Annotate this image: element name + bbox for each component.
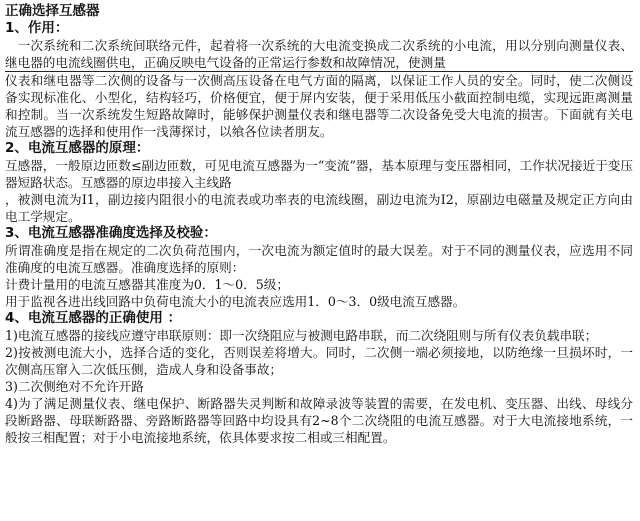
document-body	[5, 3, 633, 446]
paragraph: ，被测电流为I1，副边接内阻很小的电流表或功率表的电流线圈，副边电流为I2，原副边电磁量及规定正方向由电工学规定。	[5, 192, 633, 224]
paragraph: 1)电流互感器的接线应遵守串联原则：即一次绕阻应与被测电路串联，而二次绕阻则与所有仪表负载串联；	[5, 328, 598, 343]
paragraph: 计费计量用的电流互感器其准度为0．1～0．5级；	[5, 277, 289, 292]
paragraph: 一次系统和二次系统间联络元件，起着将一次系统的大电流变换成二次系统的小电流，用以分别向测量仪表、继电器的电流线圈供电，正确反映电气设备的正常运行参数和故障情况，使测量	[5, 38, 633, 70]
paragraph: 2)按被测电流大小，选择合适的变化，否则误差将增大。同时，二次侧一端必须接地，以防绝缘一旦损坏时，一次侧高压窜入二次低压侧，造成人身和设备事故；	[5, 345, 633, 377]
section-heading: 3、电流互感器准确度选择及校验：	[5, 225, 217, 241]
paragraph: 3)二次侧绝对不允许开路	[5, 379, 144, 394]
section-heading: 2、电流互感器的原理：	[5, 140, 150, 156]
section-heading: 4、电流互感器的正确使用 ：	[5, 310, 182, 326]
paragraph: 所谓准确度是指在规定的二次负荷范围内，一次电流为额定值时的最大误差。对于不同的测量仪表，应选用不同准确度的电流互感器。准确度选择的原则：	[5, 243, 633, 275]
paragraph: 互感器，一般原边匝数≤副边匝数，可见电流互感器为一“变流”器，基本原理与变压器相同，工作状况接近于变压器短路状态。互感器的原边串接入主线路	[5, 158, 633, 190]
paragraph: 仪表和继电器等二次侧的设备与一次侧高压设备在电气方面的隔离，以保证工作人员的安全。同时，使二次侧设备实现标准化、小型化，结构轻巧，价格便宜，便于屏内安装，便于采用低压小截面控制电缆，实现远距离测量和控制。当一次系统发生短路故障时，能够保护测量仪表和继电器等二次设备免受大电流的损害。下面就有关电流互感器的选择和使用作一浅薄探讨，以飨各位读者朋友。	[5, 73, 633, 139]
paragraph: 用于监视各进出线回路中负荷电流大小的电流表应选用1．0～3．0级电流互感器。	[5, 294, 466, 309]
section-accuracy	[5, 225, 633, 310]
paragraph: 4)为了满足测量仪表、继电保护、断路器失灵判断和故障录波等装置的需要，在发电机、变压器、出线、母线分段断路器、母联断路器、旁路断路器等回路中均设具有2~8个二次绕阻的电流互感器。对于大电流接地系统，一般按三相配置；对于小电流接地系统，依具体要求按二相或三相配置。	[5, 396, 633, 445]
document-title: 正确选择互感器	[5, 3, 100, 19]
section-heading: 1、作用：	[5, 20, 69, 36]
section-usage	[5, 310, 633, 446]
section-function	[5, 20, 633, 140]
section-principle	[5, 140, 633, 225]
